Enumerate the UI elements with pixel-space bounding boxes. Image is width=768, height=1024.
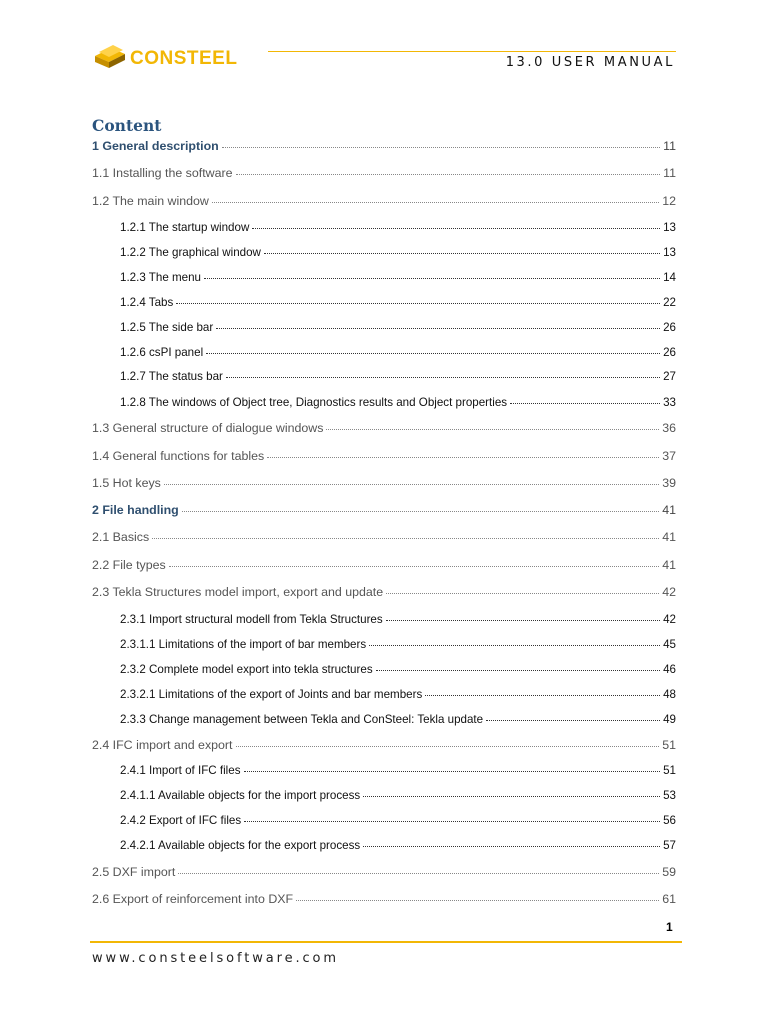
- logo-mark-icon: [95, 45, 125, 68]
- toc-leader-dots: [386, 592, 659, 594]
- toc-leader-dots: [363, 795, 660, 797]
- toc-entry[interactable]: [92, 585, 676, 599]
- toc-entry-title: 2.3 Tekla Structures model import, export and update: [92, 585, 384, 599]
- toc-entry-page: 56: [663, 814, 676, 827]
- toc-entry[interactable]: [120, 663, 676, 676]
- toc-entry-title: 1.1 Installing the software: [92, 166, 233, 180]
- toc-entry[interactable]: [120, 246, 676, 259]
- toc-leader-dots: [267, 456, 659, 458]
- toc-entry-title: 1.2.7 The status bar: [120, 370, 223, 383]
- toc-entry-title: 1.2.5 The side bar: [120, 321, 214, 334]
- toc-entry-title: 2.3.1 Import structural modell from Tekla Structures: [120, 613, 383, 626]
- toc-entry-title: 2.3.2.1 Limitations of the export of Joints and bar members: [120, 688, 423, 701]
- toc-entry[interactable]: [120, 296, 676, 309]
- toc-entry[interactable]: [120, 713, 676, 726]
- toc-leader-dots: [486, 719, 660, 721]
- page-number: 1: [666, 920, 673, 934]
- toc-leader-dots: [244, 820, 660, 822]
- toc-entry-title: 1.3 General structure of dialogue windows: [92, 421, 324, 435]
- header-rule: [268, 51, 676, 52]
- toc-entry[interactable]: [120, 321, 676, 334]
- toc-entry[interactable]: [92, 421, 676, 435]
- toc-entry-page: 26: [663, 321, 676, 334]
- toc-entry[interactable]: [120, 764, 676, 777]
- toc-entry-page: 26: [663, 346, 676, 359]
- toc-entry-title: 1.2.2 The graphical window: [120, 246, 261, 259]
- toc-entry-title: 1.2.8 The windows of Object tree, Diagnostics results and Object properties: [120, 396, 508, 409]
- toc-entry-page: 49: [663, 713, 676, 726]
- toc-entry-title: 2.4.1.1 Available objects for the import process: [120, 789, 361, 802]
- toc-leader-dots: [182, 510, 659, 512]
- toc-leader-dots: [244, 770, 661, 772]
- toc-leader-dots: [252, 227, 660, 229]
- toc-entry-page: 37: [662, 449, 676, 463]
- toc-entry-title: 2.3.2 Complete model export into tekla structures: [120, 663, 373, 676]
- toc-entry-page: 42: [663, 613, 676, 626]
- toc-entry[interactable]: [92, 892, 676, 906]
- toc-leader-dots: [236, 745, 660, 747]
- toc-entry-title: 2 File handling: [92, 503, 179, 517]
- toc-entry-title: 1.2.4 Tabs: [120, 296, 174, 309]
- toc-entry-page: 46: [663, 663, 676, 676]
- toc-leader-dots: [212, 201, 659, 203]
- toc-entry[interactable]: [120, 688, 676, 701]
- toc-entry[interactable]: [120, 396, 676, 409]
- toc-entry[interactable]: [92, 865, 676, 879]
- toc-entry[interactable]: [120, 789, 676, 802]
- toc-entry[interactable]: [120, 839, 676, 852]
- toc-leader-dots: [216, 327, 660, 329]
- toc-entry[interactable]: [92, 194, 676, 208]
- toc-entry-page: 33: [663, 396, 676, 409]
- toc-leader-dots: [164, 483, 659, 485]
- toc-entry[interactable]: [92, 503, 676, 517]
- toc-entry-page: 12: [662, 194, 676, 208]
- toc-entry-title: 2.4.2 Export of IFC files: [120, 814, 242, 827]
- toc-leader-dots: [178, 872, 659, 874]
- toc-entry[interactable]: [120, 221, 676, 234]
- toc-entry-page: 27: [663, 370, 676, 383]
- toc-entry-title: 1 General description: [92, 139, 219, 153]
- toc-entry-title: 2.3.1.1 Limitations of the import of bar members: [120, 638, 367, 651]
- toc-leader-dots: [152, 537, 659, 539]
- toc-entry-page: 41: [662, 503, 676, 517]
- toc-leader-dots: [236, 173, 661, 175]
- toc-entry-title: 1.2.1 The startup window: [120, 221, 250, 234]
- consteel-logo: [93, 42, 273, 72]
- toc-entry-page: 45: [663, 638, 676, 651]
- toc-entry[interactable]: [120, 814, 676, 827]
- toc-leader-dots: [363, 845, 660, 847]
- toc-leader-dots: [204, 277, 660, 279]
- toc-leader-dots: [425, 694, 660, 696]
- toc-entry[interactable]: [92, 530, 676, 544]
- toc-entry-title: 2.6 Export of reinforcement into DXF: [92, 892, 294, 906]
- toc-entry-page: 53: [663, 789, 676, 802]
- toc-entry[interactable]: [120, 613, 676, 626]
- toc-entry-page: 48: [663, 688, 676, 701]
- toc-leader-dots: [376, 669, 660, 671]
- toc-entry-page: 11: [663, 166, 676, 180]
- toc-entry[interactable]: [120, 370, 676, 383]
- toc-entry-title: 2.2 File types: [92, 558, 166, 572]
- toc-entry[interactable]: [92, 449, 676, 463]
- toc-entry-title: 2.3.3 Change management between Tekla and ConSteel: Tekla update: [120, 713, 484, 726]
- toc-entry-title: 1.5 Hot keys: [92, 476, 161, 490]
- toc-entry[interactable]: [92, 476, 676, 490]
- toc-entry-page: 39: [662, 476, 676, 490]
- toc-entry-title: 1.2.3 The menu: [120, 271, 201, 284]
- toc-leader-dots: [169, 565, 660, 567]
- toc-entry-title: 2.4 IFC import and export: [92, 738, 233, 752]
- toc-entry-title: 2.5 DXF import: [92, 865, 176, 879]
- toc-leader-dots: [386, 619, 660, 621]
- toc-entry-title: 1.2 The main window: [92, 194, 209, 208]
- toc-entry[interactable]: [120, 271, 676, 284]
- toc-entry-title: 1.2.6 csPI panel: [120, 346, 204, 359]
- toc-entry-page: 41: [662, 530, 676, 544]
- toc-leader-dots: [296, 899, 659, 901]
- svg-text:CONSTEEL: CONSTEEL: [130, 48, 238, 69]
- toc-leader-dots: [226, 376, 660, 378]
- toc-entry-page: 41: [662, 558, 676, 572]
- toc-entry-page: 51: [663, 764, 676, 777]
- footer-url[interactable]: www.consteelsoftware.com: [92, 951, 339, 966]
- toc-entry-page: 22: [663, 296, 676, 309]
- toc-entry[interactable]: [92, 558, 676, 572]
- toc-entry-page: 51: [662, 738, 676, 752]
- toc-entry-page: 36: [662, 421, 676, 435]
- toc-entry[interactable]: [92, 139, 676, 153]
- toc-entry[interactable]: [92, 738, 676, 752]
- toc-entry[interactable]: [120, 346, 676, 359]
- toc-entry-title: 1.4 General functions for tables: [92, 449, 265, 463]
- toc-entry-page: 59: [662, 865, 676, 879]
- toc-entry-title: 2.4.1 Import of IFC files: [120, 764, 241, 777]
- toc-entry[interactable]: [120, 638, 676, 651]
- toc-entry-title: 2.1 Basics: [92, 530, 150, 544]
- toc-leader-dots: [326, 428, 659, 430]
- toc-leader-dots: [510, 402, 660, 404]
- toc-entry-title: 2.4.2.1 Available objects for the export process: [120, 839, 361, 852]
- toc-leader-dots: [176, 302, 660, 304]
- toc-leader-dots: [369, 644, 660, 646]
- toc-leader-dots: [206, 352, 660, 354]
- toc-entry-page: 14: [663, 271, 676, 284]
- toc-entry-page: 57: [663, 839, 676, 852]
- toc-entry[interactable]: [92, 166, 676, 180]
- toc-entry-page: 13: [663, 221, 676, 234]
- toc-entry-page: 42: [662, 585, 676, 599]
- toc-entry-page: 11: [663, 139, 676, 153]
- toc-leader-dots: [222, 146, 660, 148]
- toc-entry-page: 61: [662, 892, 676, 906]
- toc-entry-page: 13: [663, 246, 676, 259]
- toc-heading: Content: [92, 116, 162, 135]
- manual-title: 13.0 USER MANUAL: [505, 55, 675, 70]
- footer-rule: [90, 941, 682, 943]
- toc-leader-dots: [264, 252, 660, 254]
